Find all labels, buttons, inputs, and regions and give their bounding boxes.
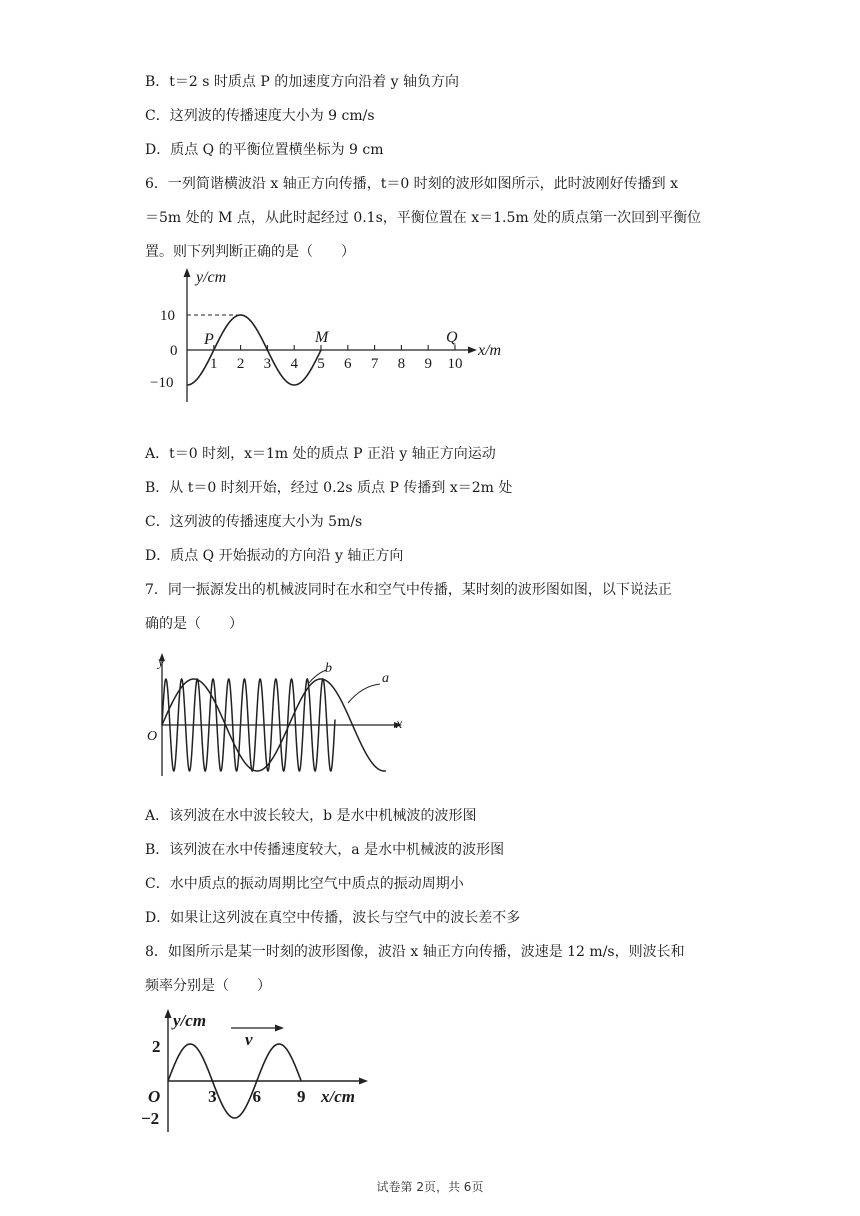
q7-leader-a: [348, 684, 380, 703]
q8-xtick-label: 3: [208, 1087, 217, 1106]
q8-y-arrow: [165, 1009, 172, 1018]
q8-stem-line-2: 频率分别是（ ）: [145, 978, 271, 994]
q7-label-a: a: [382, 671, 389, 686]
q6-y-arrow: [184, 268, 191, 277]
q7-y-label: y: [158, 655, 165, 670]
q6-option-d: D．质点 Q 开始振动的方向沿 y 轴正方向: [145, 548, 404, 564]
q7-option-c: C．水中质点的振动周期比空气中质点的振动周期小: [145, 876, 464, 892]
q8-x-label: x/cm: [321, 1087, 355, 1106]
q8-velocity-label: v: [245, 1030, 253, 1049]
q6-xtick-label: 3: [263, 356, 272, 372]
q5-option-c: C．这列波的传播速度大小为 9 cm/s: [145, 108, 375, 124]
q6-ytick-10: 10: [160, 308, 175, 324]
q6-point-m: M: [315, 329, 329, 346]
q8-wave-figure: [135, 1000, 375, 1140]
q8-stem-line-1: 8．如图所示是某一时刻的波形图像，波沿 x 轴正方向传播，波速是 12 m/s，则波长和: [145, 944, 685, 960]
q6-stem-line-1: 6．一列简谐横波沿 x 轴正方向传播，t＝0 时刻的波形如图所示，此时波刚好传播到 x: [145, 176, 679, 192]
q6-option-c: C．这列波的传播速度大小为 5m/s: [145, 514, 363, 530]
q6-xtick-label: 6: [344, 356, 352, 372]
q6-y-label: y/cm: [196, 269, 227, 286]
q7-wave-figure: [140, 648, 420, 783]
q6-stem-line-2: ＝5m 处的 M 点，从此时起经过 0.1s，平衡位置在 x＝1.5m 处的质点第一次回到平衡位: [145, 210, 702, 226]
q5-option-d: D．质点 Q 的平衡位置横坐标为 9 cm: [145, 142, 384, 158]
q8-velocity-arrowhead: [275, 1025, 284, 1032]
q7-stem-line-2: 确的是（ ）: [145, 616, 243, 632]
q6-xtick-label: 8: [397, 356, 406, 372]
q5-option-b: B．t＝2 s 时质点 P 的加速度方向沿着 y 轴负方向: [145, 74, 460, 90]
q8-xtick-label: 9: [296, 1087, 306, 1106]
q7-label-b: b: [325, 661, 332, 676]
q6-origin-label: 0: [170, 343, 178, 359]
q8-ytick-neg2: −2: [141, 1109, 160, 1128]
q6-xtick-label: 4: [290, 356, 298, 372]
q6-xtick-label: 1: [210, 356, 218, 372]
q6-xtick-label: 10: [447, 356, 463, 372]
q6-x-arrow: [468, 347, 477, 354]
q8-xtick-label: 6: [252, 1087, 262, 1106]
q6-wave-figure: [140, 262, 520, 412]
q6-ytick-neg10: −10: [150, 375, 174, 391]
q7-x-label: x: [396, 717, 403, 732]
q8-ytick-2: 2: [152, 1037, 161, 1056]
q7-option-d: D．如果让这列波在真空中传播，波长与空气中的波长差不多: [145, 910, 521, 926]
q8-x-arrow: [359, 1078, 368, 1085]
q7-origin-label: O: [147, 729, 158, 744]
q6-xtick-label: 2: [236, 356, 245, 372]
q6-xtick-label: 9: [424, 356, 432, 372]
q6-xtick-label: 7: [370, 356, 379, 372]
q6-xtick-label: 5: [317, 356, 325, 372]
q6-point-q: Q: [446, 329, 458, 346]
q7-stem-line-1: 7．同一振源发出的机械波同时在水和空气中传播，某时刻的波形图如图，以下说法正: [145, 582, 672, 598]
q8-y-label: y/cm: [173, 1011, 207, 1030]
q6-point-p: P: [204, 331, 214, 348]
q6-option-b: B．从 t＝0 时刻开始，经过 0.2s 质点 P 传播到 x＝2m 处: [145, 480, 513, 496]
q6-stem-line-3: 置。则下列判断正确的是（ ）: [145, 244, 355, 260]
q8-origin-label: O: [148, 1087, 161, 1106]
q6-option-a: A．t＝0 时刻，x＝1m 处的质点 P 正沿 y 轴正方向运动: [145, 446, 496, 462]
q7-option-a: A．该列波在水中波长较大，b 是水中机械波的波形图: [145, 808, 477, 824]
q7-option-b: B．该列波在水中传播速度较大，a 是水中机械波的波形图: [145, 842, 505, 858]
page-footer: 试卷第 2页，共 6页: [376, 1180, 484, 1194]
q6-x-label: x/m: [478, 342, 502, 359]
